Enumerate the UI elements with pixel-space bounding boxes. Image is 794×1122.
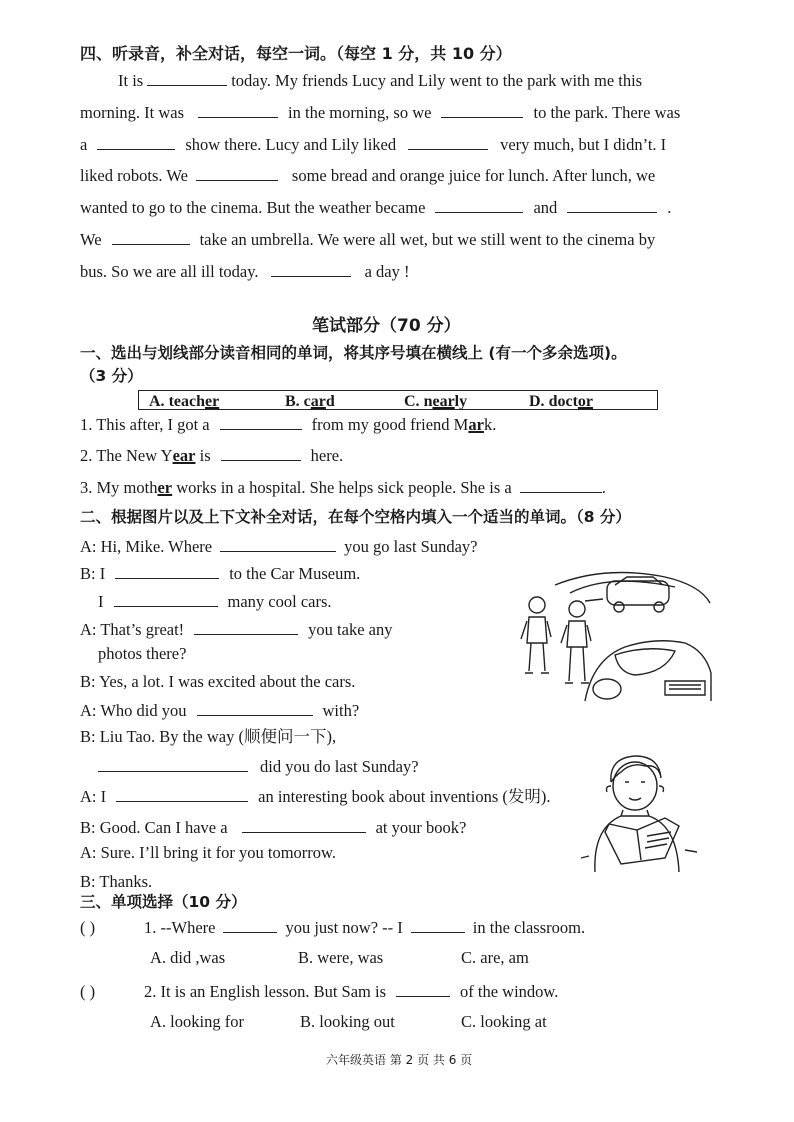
dialogue-line	[80, 564, 360, 583]
answer-paren[interactable]: ( )	[80, 982, 96, 1001]
cloze-text: a	[80, 135, 88, 154]
cloze-line-7	[80, 262, 409, 281]
option-letter: B.	[285, 393, 300, 410]
cloze-text: bus. So we are all ill today.	[80, 262, 259, 281]
dialogue-text: B: I	[80, 564, 106, 583]
cloze-blank-7[interactable]	[435, 198, 523, 213]
dialogue-line: B: Thanks.	[80, 872, 153, 891]
part3-heading: 三、单项选择（10 分）	[80, 893, 247, 911]
cloze-line-1	[118, 71, 642, 90]
option-underlined: ear	[432, 393, 455, 410]
option-a	[149, 393, 219, 411]
choice-option-a[interactable]: A. looking for	[150, 1012, 244, 1031]
dialogue-blank[interactable]	[220, 537, 336, 552]
dialogue-text: many cool cars.	[227, 592, 332, 611]
answer-blank[interactable]	[223, 918, 277, 933]
question-text: in the classroom.	[472, 918, 586, 937]
option-word: ly	[454, 393, 468, 410]
dialogue-text: A: I	[80, 787, 107, 806]
cloze-blank-8[interactable]	[567, 198, 657, 213]
cloze-text: in the morning, so we	[288, 103, 432, 122]
cloze-blank-6[interactable]	[196, 166, 278, 181]
option-letter: D.	[529, 393, 545, 410]
option-underlined: ar	[310, 393, 326, 410]
dialogue-line: A: Sure. I’ll bring it for you tomorrow.	[80, 843, 337, 862]
question-text: .	[601, 478, 606, 497]
cloze-text: wanted to go to the cinema. But the weather became	[80, 198, 426, 217]
choice-option-c[interactable]: C. are, am	[461, 948, 529, 967]
dialogue-text: an interesting book about inventions (发明).	[258, 787, 551, 806]
part1-q3	[80, 478, 606, 497]
part2-heading: 二、根据图片以及上下文补全对话，在每个空格内填入一个适当的单词。（8 分）	[80, 508, 631, 526]
cloze-text: take an umbrella. We were all wet, but we still went to the cinema by	[199, 230, 656, 249]
dialogue-line	[98, 592, 332, 611]
choice-option-b[interactable]: B. looking out	[300, 1012, 395, 1031]
dialogue-line: B: Yes, a lot. I was excited about the cars.	[80, 672, 356, 691]
question-text: from my good friend M	[311, 415, 469, 434]
cloze-blank-5[interactable]	[408, 135, 488, 150]
cloze-blank-3[interactable]	[441, 103, 523, 118]
written-part-title: 笔试部分（70 分）	[312, 316, 461, 336]
dialogue-text: B: Good. Can I have a	[80, 818, 228, 837]
cloze-text: liked robots. We	[80, 166, 188, 185]
dialogue-text: A: Hi, Mike. Where	[80, 537, 213, 556]
options-box	[138, 390, 658, 410]
answer-paren[interactable]: ( )	[80, 918, 96, 937]
cloze-blank-1[interactable]	[147, 71, 227, 86]
option-b	[285, 393, 335, 411]
question-text: is	[195, 446, 211, 465]
question-text: 1. --Where	[144, 918, 216, 937]
boy-reading-illustration	[575, 752, 703, 872]
dialogue-text: I	[98, 592, 104, 611]
cloze-line-2	[80, 103, 680, 122]
dialogue-line: photos there?	[98, 644, 187, 663]
cloze-text: .	[667, 198, 672, 217]
cloze-blank-4[interactable]	[97, 135, 175, 150]
cloze-line-6	[80, 230, 655, 249]
underlined-sound: er	[157, 478, 173, 497]
question-text: 2. It is an English lesson. But Sam is	[144, 982, 387, 1001]
cloze-text: It is	[118, 71, 144, 90]
option-underlined: er	[205, 393, 220, 410]
choice-question-2	[80, 982, 558, 1001]
cloze-text: and	[533, 198, 558, 217]
option-word: d	[325, 393, 335, 410]
question-text: 3. My moth	[80, 478, 158, 497]
cloze-text: morning. It was	[80, 103, 185, 122]
answer-blank[interactable]	[411, 918, 465, 933]
dialogue-blank[interactable]	[242, 818, 366, 833]
option-d	[529, 393, 593, 411]
option-word: doct	[548, 393, 578, 410]
cloze-text: show there. Lucy and Lily liked	[185, 135, 397, 154]
part1-score: （3 分）	[80, 367, 143, 385]
dialogue-text: did you do last Sunday?	[260, 757, 419, 776]
dialogue-line	[80, 620, 392, 639]
dialogue-blank[interactable]	[98, 757, 248, 772]
option-word: n	[423, 393, 433, 410]
question-text: 1. This after, I got a	[80, 415, 210, 434]
part1-heading: 一、选出与划线部分读音相同的单词，将其序号填在横线上 (有一个多余选项)。	[80, 344, 627, 362]
dialogue-text: to the Car Museum.	[229, 564, 361, 583]
option-c	[404, 393, 467, 411]
question-text: k.	[483, 415, 497, 434]
cloze-blank-9[interactable]	[112, 230, 190, 245]
part1-q1	[80, 415, 496, 434]
dialogue-line	[98, 757, 419, 776]
dialogue-blank[interactable]	[116, 787, 248, 802]
part1-q2	[80, 446, 343, 465]
option-letter: A.	[149, 393, 165, 410]
dialogue-text: A: That’s great!	[80, 620, 185, 639]
dialogue-text: you go last Sunday?	[344, 537, 478, 556]
question-text: of the window.	[460, 982, 559, 1001]
question-text: here.	[310, 446, 344, 465]
cloze-blank-10[interactable]	[271, 262, 351, 277]
cloze-blank-2[interactable]	[198, 103, 278, 118]
choice-option-b[interactable]: B. were, was	[298, 948, 384, 967]
dialogue-text: you take any	[308, 620, 393, 639]
dialogue-line	[80, 787, 551, 806]
question-text: works in a hospital. She helps sick people. She is a	[172, 478, 512, 497]
underlined-sound: ar	[468, 415, 484, 434]
underlined-sound: ear	[172, 446, 196, 465]
option-word: teach	[168, 393, 205, 410]
question-text: 2. The New Y	[80, 446, 173, 465]
cloze-text: We	[80, 230, 102, 249]
cloze-line-3	[80, 135, 666, 154]
question-text: you just now? -- I	[285, 918, 403, 937]
dialogue-blank[interactable]	[197, 701, 313, 716]
answer-blank[interactable]	[221, 446, 301, 461]
dialogue-line: B: Liu Tao. By the way (顺便问一下),	[80, 727, 337, 746]
dialogue-text: at your book?	[375, 818, 467, 837]
choice-option-a[interactable]: A. did ,was	[150, 948, 226, 967]
answer-blank[interactable]	[520, 478, 602, 493]
dialogue-line	[80, 701, 359, 720]
cloze-line-4	[80, 166, 655, 185]
answer-blank[interactable]	[396, 982, 450, 997]
option-word: c	[303, 393, 311, 410]
dialogue-blank[interactable]	[115, 564, 219, 579]
dialogue-line	[80, 818, 466, 837]
dialogue-text: A: Who did you	[80, 701, 187, 720]
dialogue-line	[80, 537, 478, 556]
option-letter: C.	[404, 393, 420, 410]
page-footer: 六年级英语 第 2 页 共 6 页	[326, 1053, 473, 1067]
cloze-text: to the park. There was	[533, 103, 681, 122]
cloze-text: today. My friends Lucy and Lily went to the park with me this	[231, 71, 643, 90]
cloze-line-5	[80, 198, 671, 217]
section4-heading: 四、听录音，补全对话，每空一词。（每空 1 分，共 10 分）	[80, 44, 512, 63]
cloze-text: a day !	[364, 262, 410, 281]
answer-blank[interactable]	[220, 415, 302, 430]
dialogue-blank[interactable]	[194, 620, 298, 635]
dialogue-blank[interactable]	[114, 592, 218, 607]
choice-question-1	[80, 918, 585, 937]
car-museum-illustration	[515, 563, 715, 703]
dialogue-text: with?	[322, 701, 360, 720]
option-underlined: or	[577, 393, 593, 410]
cloze-text: some bread and orange juice for lunch. After lunch, we	[291, 166, 656, 185]
cloze-text: very much, but I didn’t. I	[500, 135, 667, 154]
choice-option-c[interactable]: C. looking at	[461, 1012, 547, 1031]
